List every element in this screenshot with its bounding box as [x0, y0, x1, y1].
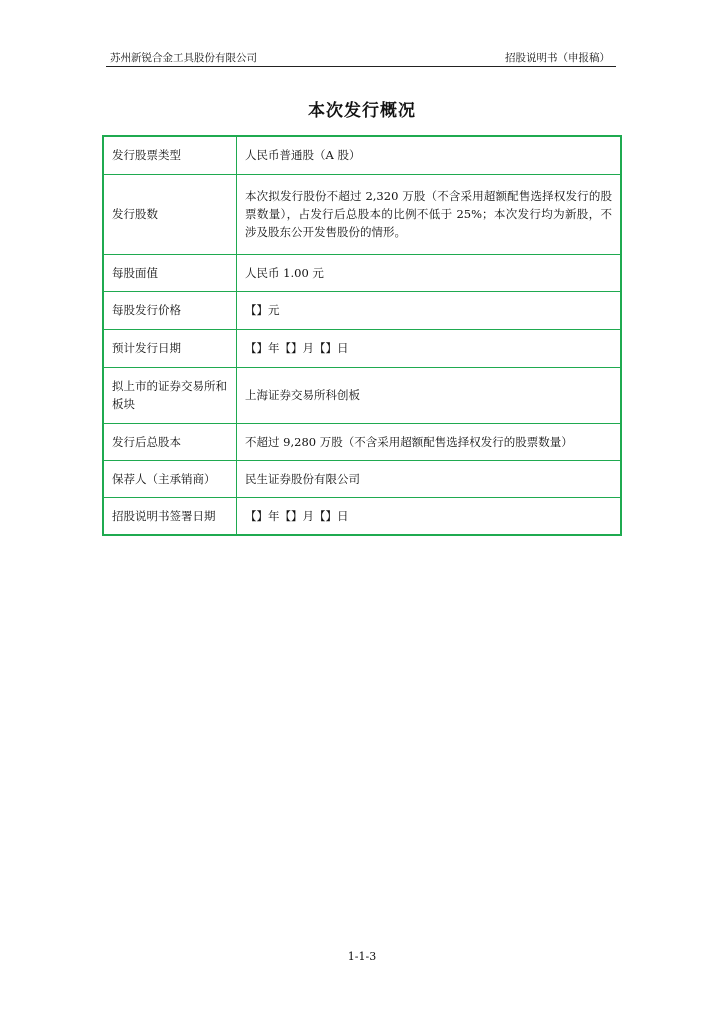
table-row — [103, 291, 621, 329]
row-label: 发行股数 — [103, 174, 237, 254]
row-label: 拟上市的证券交易所和板块 — [103, 367, 237, 423]
row-label: 预计发行日期 — [103, 329, 237, 367]
table-row — [103, 423, 621, 460]
table-row — [103, 254, 621, 291]
header-company: 苏州新锐合金工具股份有限公司 — [110, 52, 257, 64]
row-value: 人民币 1.00 元 — [237, 254, 622, 291]
table-row — [103, 329, 621, 367]
row-label: 每股发行价格 — [103, 291, 237, 329]
page-title: 本次发行概况 — [308, 101, 416, 121]
row-value: 【】元 — [237, 291, 622, 329]
row-value: 人民币普通股（A 股） — [237, 136, 622, 174]
table-row — [103, 174, 621, 254]
row-value: 本次拟发行股份不超过 2,320 万股（不含采用超额配售选择权发行的股票数量），占发行后总股本的比例不低于 25%；本次发行均为新股，不涉及股东公开发售股份的情形。 — [237, 174, 622, 254]
table-row — [103, 136, 621, 174]
row-value: 上海证券交易所科创板 — [237, 367, 622, 423]
table-row — [103, 460, 621, 497]
row-label: 每股面值 — [103, 254, 237, 291]
table-row — [103, 497, 621, 535]
header-document-title: 招股说明书（申报稿） — [505, 52, 610, 64]
row-label: 招股说明书签署日期 — [103, 497, 237, 535]
page-number: 1-1-3 — [347, 950, 377, 963]
row-label: 保荐人（主承销商） — [103, 460, 237, 497]
table-row — [103, 367, 621, 423]
issue-overview-table — [102, 135, 622, 536]
row-value: 不超过 9,280 万股（不含采用超额配售选择权发行的股票数量） — [237, 423, 622, 460]
page-header — [106, 50, 616, 67]
row-label: 发行后总股本 — [103, 423, 237, 460]
row-value: 民生证券股份有限公司 — [237, 460, 622, 497]
row-label: 发行股票类型 — [103, 136, 237, 174]
row-value: 【】年【】月【】日 — [237, 329, 622, 367]
row-value: 【】年【】月【】日 — [237, 497, 622, 535]
